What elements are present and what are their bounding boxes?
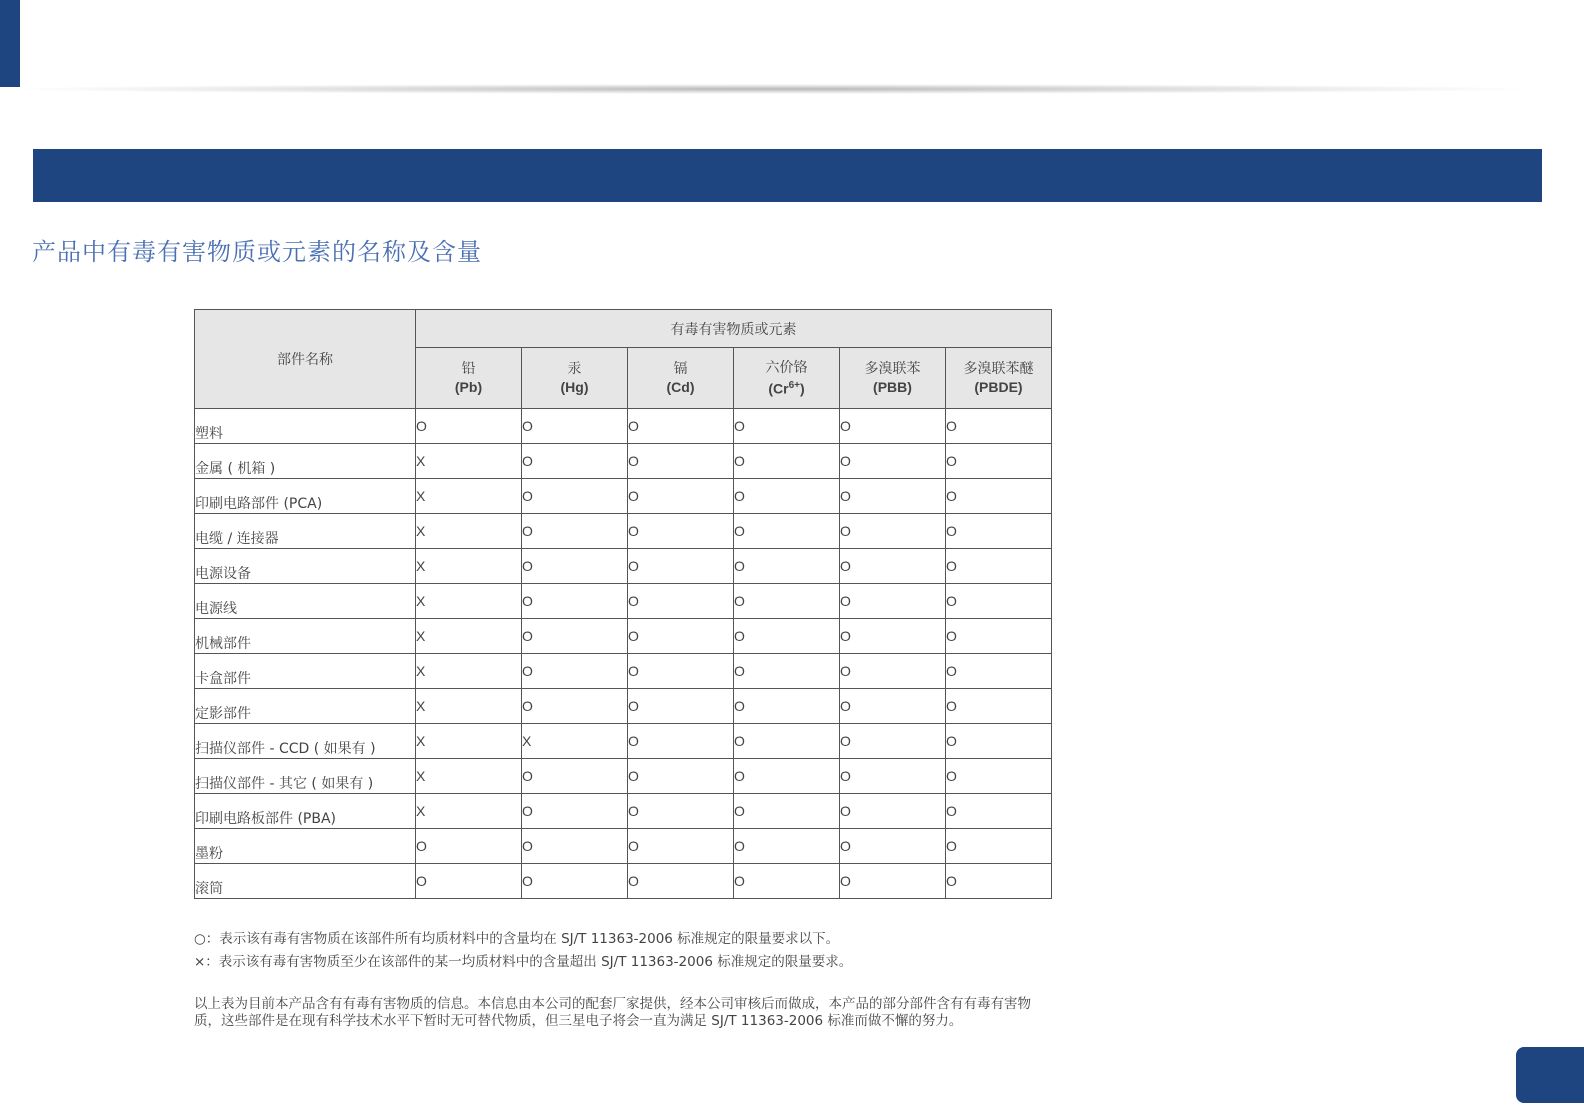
part-name-cell: 金属 ( 机箱 ) [195, 444, 416, 479]
mark-cell: O [522, 514, 628, 549]
substance-name: 六价铬 [765, 359, 808, 376]
table-row [195, 864, 1052, 899]
mark-cell: O [840, 444, 946, 479]
mark-cell: O [628, 479, 734, 514]
mark-cell: O [628, 549, 734, 584]
mark-cell: O [946, 794, 1052, 829]
part-name-cell: 滚筒 [195, 864, 416, 899]
mark-cell: O [946, 829, 1052, 864]
mark-cell: O [840, 794, 946, 829]
mark-cell: O [522, 689, 628, 724]
mark-cell: X [416, 549, 522, 584]
mark-cell: X [416, 479, 522, 514]
part-name-cell: 电源线 [195, 584, 416, 619]
mark-cell: O [522, 479, 628, 514]
mark-cell: O [840, 479, 946, 514]
part-name-cell: 电源设备 [195, 549, 416, 584]
mark-cell: O [946, 549, 1052, 584]
mark-cell: O [946, 759, 1052, 794]
mark-cell: O [628, 724, 734, 759]
mark-cell: O [522, 759, 628, 794]
mark-cell: O [840, 584, 946, 619]
part-name-cell: 扫描仪部件 - CCD ( 如果有 ) [195, 724, 416, 759]
mark-cell: O [946, 444, 1052, 479]
mark-cell: X [416, 794, 522, 829]
mark-cell: O [734, 724, 840, 759]
mark-cell: O [522, 584, 628, 619]
mark-cell: O [628, 794, 734, 829]
part-name-header: 部件名称 [195, 310, 416, 409]
mark-cell: X [416, 654, 522, 689]
mark-cell: O [522, 864, 628, 899]
table-row [195, 479, 1052, 514]
mark-cell: O [734, 759, 840, 794]
part-name-cell: 电缆 / 连接器 [195, 514, 416, 549]
table-row [195, 514, 1052, 549]
mark-cell: X [416, 759, 522, 794]
mark-cell: X [416, 584, 522, 619]
mark-cell: O [628, 409, 734, 444]
x-note: ×：表示该有毒有害物质至少在该部件的某一均质材料中的含量超出 SJ/T 11363-2006 标准规定的限量要求。 [194, 954, 853, 970]
legend-notes [194, 928, 852, 974]
mark-cell: O [840, 409, 946, 444]
o-note: ○：表示该有毒有害物质在该部件所有均质材料中的含量均在 SJ/T 11363-2006 标准规定的限量要求以下。 [194, 931, 840, 947]
substance-header [522, 348, 628, 409]
substance-name: 多溴联苯 [864, 361, 921, 377]
mark-cell: O [946, 479, 1052, 514]
mark-cell: O [734, 514, 840, 549]
header-band [33, 149, 1542, 202]
mark-cell: O [946, 724, 1052, 759]
mark-cell: O [734, 409, 840, 444]
header-divider-shadow [20, 84, 1520, 94]
part-name-cell: 机械部件 [195, 619, 416, 654]
part-name-cell: 卡盒部件 [195, 654, 416, 689]
substance-header [734, 348, 840, 409]
mark-cell: O [840, 689, 946, 724]
table-row [195, 584, 1052, 619]
corner-tab [0, 0, 20, 87]
mark-cell: O [734, 829, 840, 864]
table-row [195, 444, 1052, 479]
substance-name: 镉 [673, 361, 688, 377]
substance-symbol: (Hg) [560, 379, 589, 395]
mark-cell: O [628, 584, 734, 619]
table-row [195, 619, 1052, 654]
table-row [195, 409, 1052, 444]
mark-cell: O [522, 409, 628, 444]
mark-cell: O [946, 409, 1052, 444]
substance-header [416, 348, 522, 409]
mark-cell: O [946, 584, 1052, 619]
table-row [195, 549, 1052, 584]
mark-cell: O [840, 759, 946, 794]
mark-cell: O [416, 864, 522, 899]
substance-header [840, 348, 946, 409]
mark-cell: O [734, 549, 840, 584]
mark-cell: O [628, 619, 734, 654]
mark-cell: O [522, 444, 628, 479]
substance-symbol: (PBB) [873, 379, 912, 395]
mark-cell: O [628, 654, 734, 689]
mark-cell: O [840, 549, 946, 584]
disclaimer-line-2: 质，这些部件是在现有科学技术水平下暂时无可替代物质，但三星电子将会一直为满足 SJ/T 11363-2006 标准而做不懈的努力。 [194, 1013, 963, 1029]
disclaimer-line-1: 以上表为目前本产品含有有毒有害物质的信息。本信息由本公司的配套厂家提供，经本公司审核后而做成，本产品的部分部件含有有毒有害物 [194, 996, 1031, 1012]
substance-name: 铅 [461, 361, 476, 377]
mark-cell: O [734, 654, 840, 689]
substance-symbol: (Cd) [666, 379, 695, 395]
mark-cell: O [628, 759, 734, 794]
mark-cell: O [840, 619, 946, 654]
mark-cell: O [946, 864, 1052, 899]
mark-cell: O [628, 829, 734, 864]
hazardous-substance-table [194, 309, 1052, 899]
mark-cell: O [522, 619, 628, 654]
substance-symbol: (PBDE) [974, 379, 1023, 395]
table-row [195, 654, 1052, 689]
mark-cell: O [734, 794, 840, 829]
substance-name: 汞 [567, 361, 582, 377]
mark-cell: X [416, 444, 522, 479]
mark-cell: O [628, 689, 734, 724]
mark-cell: O [840, 654, 946, 689]
disclaimer-paragraph [194, 996, 1154, 1030]
mark-cell: O [840, 829, 946, 864]
mark-cell: X [416, 619, 522, 654]
part-name-cell: 印刷电路部件 (PCA) [195, 479, 416, 514]
mark-cell: O [628, 864, 734, 899]
table-row [195, 829, 1052, 864]
table-row [195, 724, 1052, 759]
mark-cell: O [416, 829, 522, 864]
substance-name: 多溴联苯醚 [963, 361, 1034, 377]
mark-cell: O [628, 514, 734, 549]
page-title: 产品中有毒有害物质或元素的名称及含量 [32, 238, 482, 266]
mark-cell: O [734, 444, 840, 479]
mark-cell: O [734, 479, 840, 514]
part-name-cell: 印刷电路板部件 (PBA) [195, 794, 416, 829]
mark-cell: X [416, 724, 522, 759]
mark-cell: O [734, 584, 840, 619]
mark-cell: O [946, 689, 1052, 724]
substance-header [946, 348, 1052, 409]
mark-cell: X [416, 689, 522, 724]
mark-cell: O [734, 689, 840, 724]
mark-cell: O [416, 409, 522, 444]
mark-cell: X [416, 514, 522, 549]
part-name-cell: 定影部件 [195, 689, 416, 724]
substance-symbol: $(Cr^{6+})$ [768, 379, 805, 397]
mark-cell: O [522, 654, 628, 689]
mark-cell: O [734, 864, 840, 899]
mark-cell: O [840, 864, 946, 899]
part-name-cell: 塑料 [195, 409, 416, 444]
mark-cell: O [946, 514, 1052, 549]
mark-cell: O [840, 514, 946, 549]
table-row [195, 689, 1052, 724]
part-name-cell: 扫描仪部件 - 其它 ( 如果有 ) [195, 759, 416, 794]
mark-cell: O [946, 619, 1052, 654]
mark-cell: O [522, 549, 628, 584]
table-row [195, 794, 1052, 829]
mark-cell: O [522, 794, 628, 829]
substance-symbol: (Pb) [454, 379, 483, 395]
mark-cell: X [522, 724, 628, 759]
mark-cell: O [840, 724, 946, 759]
substance-group-header: 有毒有害物质或元素 [416, 310, 1052, 348]
mark-cell: O [946, 654, 1052, 689]
mark-cell: O [628, 444, 734, 479]
part-name-cell: 墨粉 [195, 829, 416, 864]
mark-cell: O [734, 619, 840, 654]
substance-header [628, 348, 734, 409]
mark-cell: O [522, 829, 628, 864]
page-number-tab [1516, 1047, 1584, 1103]
table-row [195, 759, 1052, 794]
